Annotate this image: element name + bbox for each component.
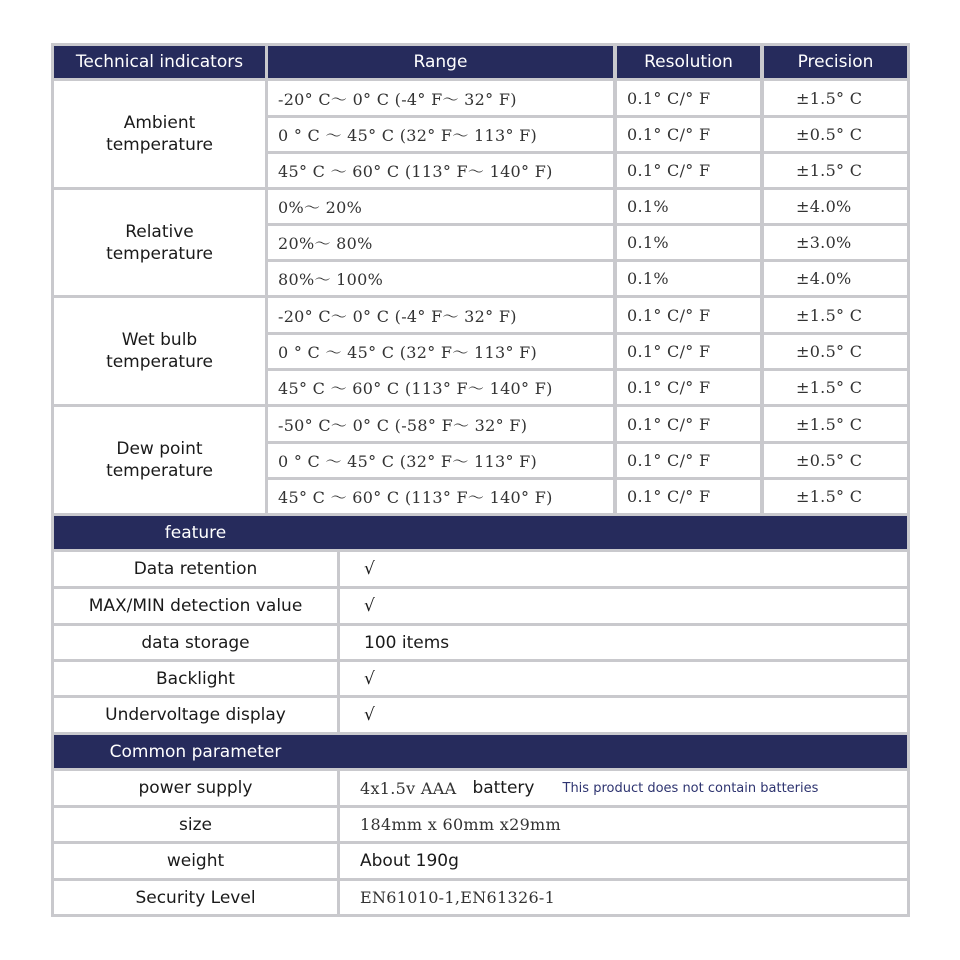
security-level-value: EN61010-1,EN61326-1 (340, 881, 907, 914)
group-label-line: temperature (106, 135, 213, 155)
range-cell: 0 ° C ～ 45° C (32° F～ 113° F) (268, 335, 613, 368)
resolution-cell: 0.1° C/° F (617, 81, 760, 115)
group-label-wet-bulb (54, 298, 265, 404)
feature-value-cell: √ (340, 698, 907, 732)
range-cell: 0 ° C ～ 45° C (32° F～ 113° F) (268, 444, 613, 477)
feature-section-header (54, 516, 907, 549)
power-supply-spec: 4x1.5v AAA (360, 778, 457, 798)
precision-cell: ±1.5° C (764, 371, 907, 404)
precision-cell: ±3.0% (764, 226, 907, 259)
feature-name-cell: Undervoltage display (54, 698, 337, 732)
feature-name-cell: Backlight (54, 662, 337, 695)
precision-cell: ±1.5° C (764, 154, 907, 187)
feature-name-cell: MAX/MIN detection value (54, 589, 337, 623)
feature-name-cell: Data retention (54, 552, 337, 586)
group-label-ambient (54, 81, 265, 187)
precision-cell: ±4.0% (764, 190, 907, 223)
header-precision: Precision (764, 46, 907, 78)
group-label-line: Ambient (123, 113, 196, 133)
feature-value-cell: √ (340, 552, 907, 586)
range-cell: -20° C～ 0° C (-4° F～ 32° F) (268, 298, 613, 332)
resolution-cell: 0.1° C/° F (617, 480, 760, 513)
group-label-line: Relative (125, 221, 194, 242)
range-cell: -20° C～ 0° C (-4° F～ 32° F) (268, 81, 613, 115)
feature-title: feature (164, 522, 227, 543)
header-technical-indicators: Technical indicators (54, 46, 265, 78)
range-cell: 45° C ～ 60° C (113° F～ 140° F) (268, 480, 613, 513)
group-label-relative (54, 190, 265, 295)
header-range: Range (268, 46, 613, 78)
range-cell: -50° C～ 0° C (-58° F～ 32° F) (268, 407, 613, 441)
feature-value-cell: √ (340, 662, 907, 695)
precision-cell: ±1.5° C (764, 407, 907, 441)
size-label: size (54, 808, 337, 841)
precision-cell: ±0.5° C (764, 118, 907, 151)
resolution-cell: 0.1° C/° F (617, 118, 760, 151)
common-section-header (54, 735, 907, 768)
common-title: Common parameter (109, 741, 282, 762)
precision-cell: ±1.5° C (764, 81, 907, 115)
power-supply-label: power supply (54, 771, 337, 805)
header-resolution: Resolution (617, 46, 760, 78)
range-cell: 80%～ 100% (268, 262, 613, 295)
range-cell: 20%～ 80% (268, 226, 613, 259)
precision-cell: ±0.5° C (764, 335, 907, 368)
precision-cell: ±1.5° C (764, 298, 907, 332)
feature-value-cell: √ (340, 589, 907, 623)
range-cell: 0 ° C ～ 45° C (32° F～ 113° F) (268, 118, 613, 151)
weight-value: About 190g (340, 844, 907, 878)
resolution-cell: 0.1° C/° F (617, 407, 760, 441)
power-supply-value (340, 771, 907, 805)
resolution-cell: 0.1% (617, 262, 760, 295)
power-supply-battery: battery (472, 778, 535, 798)
precision-cell: ±0.5° C (764, 444, 907, 477)
range-cell: 45° C ～ 60° C (113° F～ 140° F) (268, 154, 613, 187)
range-cell: 45° C ～ 60° C (113° F～ 140° F) (268, 371, 613, 404)
resolution-cell: 0.1% (617, 190, 760, 223)
group-label-line: temperature (106, 461, 213, 481)
precision-cell: ±1.5° C (764, 480, 907, 513)
precision-cell: ±4.0% (764, 262, 907, 295)
resolution-cell: 0.1° C/° F (617, 335, 760, 368)
group-label-line: Wet bulb (121, 330, 198, 350)
group-label-dew-point (54, 407, 265, 513)
resolution-cell: 0.1° C/° F (617, 371, 760, 404)
size-value: 184mm x 60mm x29mm (340, 808, 907, 841)
security-level-label: Security Level (54, 881, 337, 914)
weight-label: weight (54, 844, 337, 878)
group-label-line: temperature (106, 243, 213, 264)
feature-value-cell: 100 items (340, 626, 907, 659)
resolution-cell: 0.1° C/° F (617, 154, 760, 187)
battery-note: This product does not contain batteries (562, 780, 819, 796)
resolution-cell: 0.1° C/° F (617, 444, 760, 477)
range-cell: 0%～ 20% (268, 190, 613, 223)
spec-table (51, 43, 910, 917)
resolution-cell: 0.1° C/° F (617, 298, 760, 332)
feature-name-cell: data storage (54, 626, 337, 659)
group-label-line: Dew point (116, 439, 203, 459)
group-label-line: temperature (106, 352, 213, 372)
resolution-cell: 0.1% (617, 226, 760, 259)
